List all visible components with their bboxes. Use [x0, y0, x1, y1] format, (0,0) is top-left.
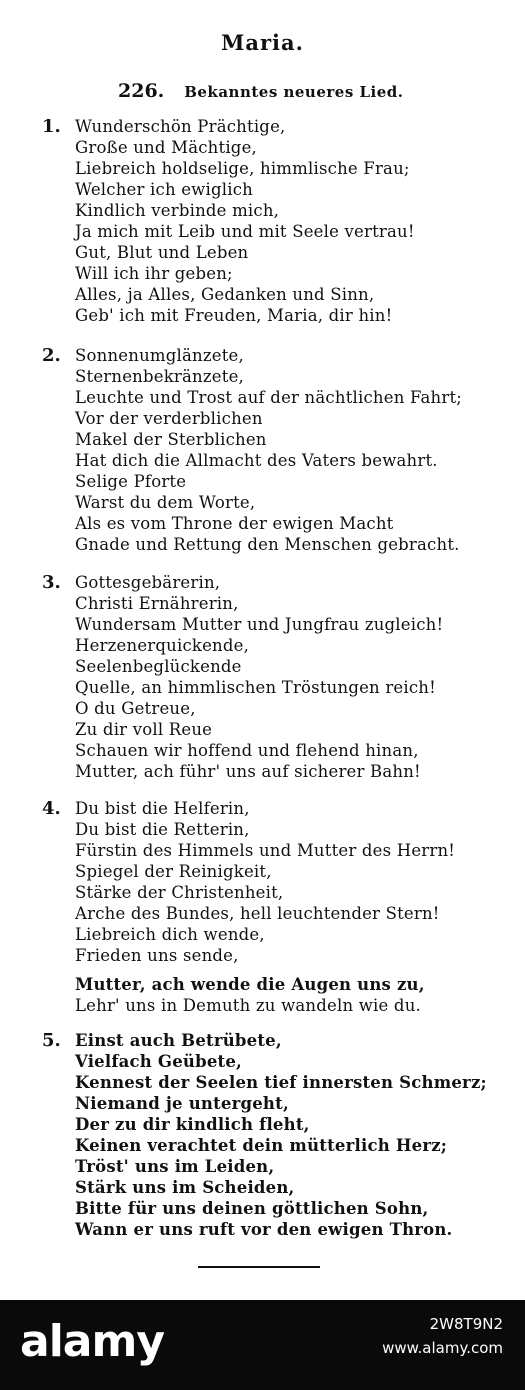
stanza [42, 572, 512, 782]
verse-line: Schauen wir hoffend und flehend hinan, [75, 741, 419, 760]
verse-line: Gnade und Rettung den Menschen gebracht. [75, 535, 460, 554]
verse-line: Sternenbekränzete, [75, 367, 244, 386]
stanza [42, 1030, 512, 1240]
verse-line: Kindlich verbinde mich, [75, 201, 280, 220]
hymn-number: 226. [118, 80, 165, 102]
verse-line: Einst auch Betrübete, [75, 1031, 282, 1050]
verse-line: Sonnenumglänzete, [75, 346, 244, 365]
verse-line: Gut, Blut und Leben [75, 243, 249, 262]
verse-line: Der zu dir kindlich fleht, [75, 1115, 310, 1134]
stanza-number: 4. [42, 798, 61, 819]
verse-gap [42, 966, 512, 974]
verse-line: Warst du dem Worte, [75, 493, 256, 512]
verse-line: Geb' ich mit Freuden, Maria, dir hin! [75, 306, 393, 325]
verse-line: Wann er uns ruft vor den ewigen Thron. [75, 1220, 453, 1239]
verse-line: Keinen verachtet dein mütterlich Herz; [75, 1136, 448, 1155]
verse-line: Große und Mächtige, [75, 138, 257, 157]
verse-line: Arche des Bundes, hell leuchtender Stern! [75, 904, 440, 923]
verse-line: Gottesgebärerin, [75, 573, 221, 592]
hymn-heading [118, 80, 498, 102]
verse-line: Mutter, ach führ' uns auf sicherer Bahn! [75, 762, 421, 781]
verse-line: Stärke der Christenheit, [75, 883, 284, 902]
page-title: Maria. [221, 30, 304, 55]
stanza [42, 116, 512, 326]
stanza-number: 5. [42, 1030, 61, 1051]
verse-line: Makel der Sterblichen [75, 430, 267, 449]
verse-line: Fürstin des Himmels und Mutter des Herrn! [75, 841, 456, 860]
verse-line: Mutter, ach wende die Augen uns zu, [75, 975, 425, 994]
stanza-number: 3. [42, 572, 61, 593]
verse-line: Welcher ich ewiglich [75, 180, 253, 199]
verse-line: Spiegel der Reinigkeit, [75, 862, 272, 881]
stanza-number: 1. [42, 116, 61, 137]
verse-line: Selige Pforte [75, 472, 187, 491]
verse-line: Wundersam Mutter und Jungfrau zugleich! [75, 615, 444, 634]
verse-line: Alles, ja Alles, Gedanken und Sinn, [75, 285, 375, 304]
site-url: www.alamy.com [382, 1339, 503, 1357]
verse-line: Tröst' uns im Leiden, [75, 1157, 275, 1176]
verse-line: Wunderschön Prächtige, [75, 117, 286, 136]
verse-line: Hat dich die Allmacht des Vaters bewahrt. [75, 451, 438, 470]
verse-line: Vor der verderblichen [75, 409, 263, 428]
verse-line: Liebreich dich wende, [75, 925, 265, 944]
stanza-number: 2. [42, 345, 61, 366]
verse-line: Herzenerquickende, [75, 636, 250, 655]
verse-line: Will ich ihr geben; [75, 264, 233, 283]
verse-line: Frieden uns sende, [75, 946, 239, 965]
image-id: 2W8T9N2 [429, 1315, 503, 1333]
verse-line: Stärk uns im Scheiden, [75, 1178, 295, 1197]
verse-line: Als es vom Throne der ewigen Macht [75, 514, 394, 533]
stanza [42, 798, 512, 1016]
verse-line: O du Getreue, [75, 699, 196, 718]
stanza [42, 345, 512, 555]
image-id-block [382, 1312, 503, 1360]
hymn-subtitle: Bekanntes neueres Lied. [184, 83, 404, 101]
verse-line: Kennest der Seelen tief innersten Schmerz; [75, 1073, 487, 1092]
verse-line: Lehr' uns in Demuth zu wandeln wie du. [75, 996, 421, 1015]
verse-line: Vielfach Geübete, [75, 1052, 243, 1071]
verse-line: Bitte für uns deinen göttlichen Sohn, [75, 1199, 429, 1218]
verse-line: Quelle, an himmlischen Tröstungen reich! [75, 678, 436, 697]
verse-line: Seelenbeglückende [75, 657, 242, 676]
watermark-footer [0, 1300, 525, 1390]
verse-line: Ja mich mit Leib und mit Seele vertrau! [75, 222, 415, 241]
verse-line: Niemand je untergeht, [75, 1094, 289, 1113]
verse-line: Du bist die Helferin, [75, 799, 250, 818]
alamy-logo: alamy [20, 1316, 164, 1367]
verse-line: Christi Ernährerin, [75, 594, 239, 613]
closing-rule [198, 1266, 320, 1268]
verse-line: Leuchte und Trost auf der nächtlichen Fahrt; [75, 388, 463, 407]
verse-line: Liebreich holdselige, himmlische Frau; [75, 159, 410, 178]
verse-line: Zu dir voll Reue [75, 720, 213, 739]
verse-line: Du bist die Retterin, [75, 820, 250, 839]
